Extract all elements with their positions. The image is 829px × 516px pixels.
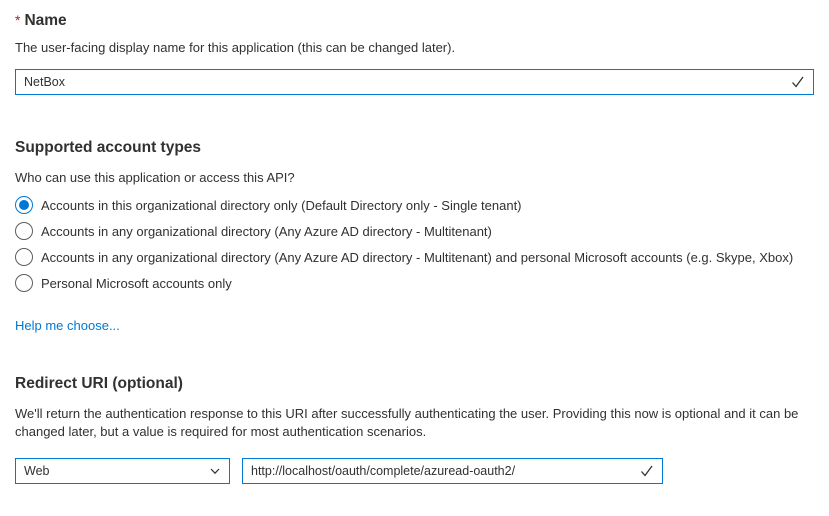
- account-types-heading: Supported account types: [15, 139, 202, 156]
- name-label: [15, 12, 814, 30]
- radio-option-single-tenant[interactable]: [15, 196, 814, 214]
- account-types-section: [15, 139, 814, 335]
- radio-option-label: Accounts in any organizational directory (Any Azure AD directory - Multitenant) and personal Microsoft accounts (e.g. Skype, Xbox): [41, 249, 794, 265]
- redirect-uri-input[interactable]: [243, 459, 640, 483]
- chevron-down-icon: [209, 465, 221, 477]
- radio-option-personal-only[interactable]: [15, 274, 814, 292]
- name-section: [15, 12, 814, 95]
- radio-option-multitenant[interactable]: [15, 222, 814, 240]
- radio-option-label: Accounts in any organizational directory (Any Azure AD directory - Multitenant): [41, 223, 492, 239]
- radio-button-icon: [15, 248, 33, 266]
- radio-button-icon: [15, 222, 33, 240]
- redirect-uri-section: [15, 375, 814, 484]
- radio-option-label: Personal Microsoft accounts only: [41, 275, 232, 291]
- name-input-wrapper: [15, 69, 814, 95]
- redirect-uri-controls: [15, 458, 814, 484]
- radio-option-label: Accounts in this organizational directory only (Default Directory only - Single tenant): [41, 197, 522, 213]
- radio-option-multitenant-personal[interactable]: [15, 248, 814, 266]
- platform-dropdown-value: Web: [24, 464, 50, 478]
- platform-dropdown[interactable]: [15, 458, 230, 484]
- redirect-uri-input-wrapper: [242, 458, 663, 484]
- account-types-radio-group: [15, 196, 814, 292]
- help-me-choose-link[interactable]: Help me choose...: [15, 318, 120, 333]
- name-label-text: Name: [24, 12, 67, 29]
- valid-check-icon: [640, 465, 654, 477]
- redirect-uri-heading: Redirect URI (optional): [15, 375, 183, 392]
- redirect-uri-description: We'll return the authentication response to this URI after successfully authenticating the user. Providing this now is optional and it can be changed later, but a value is required for most authentication scenarios.: [15, 406, 799, 439]
- radio-button-icon: [15, 196, 33, 214]
- valid-check-icon: [791, 76, 805, 88]
- account-types-question: Who can use this application or access this API?: [15, 170, 295, 185]
- radio-button-icon: [15, 274, 33, 292]
- required-asterisk: *: [15, 12, 21, 28]
- name-description: The user-facing display name for this application (this can be changed later).: [15, 40, 456, 55]
- name-input[interactable]: [16, 70, 791, 94]
